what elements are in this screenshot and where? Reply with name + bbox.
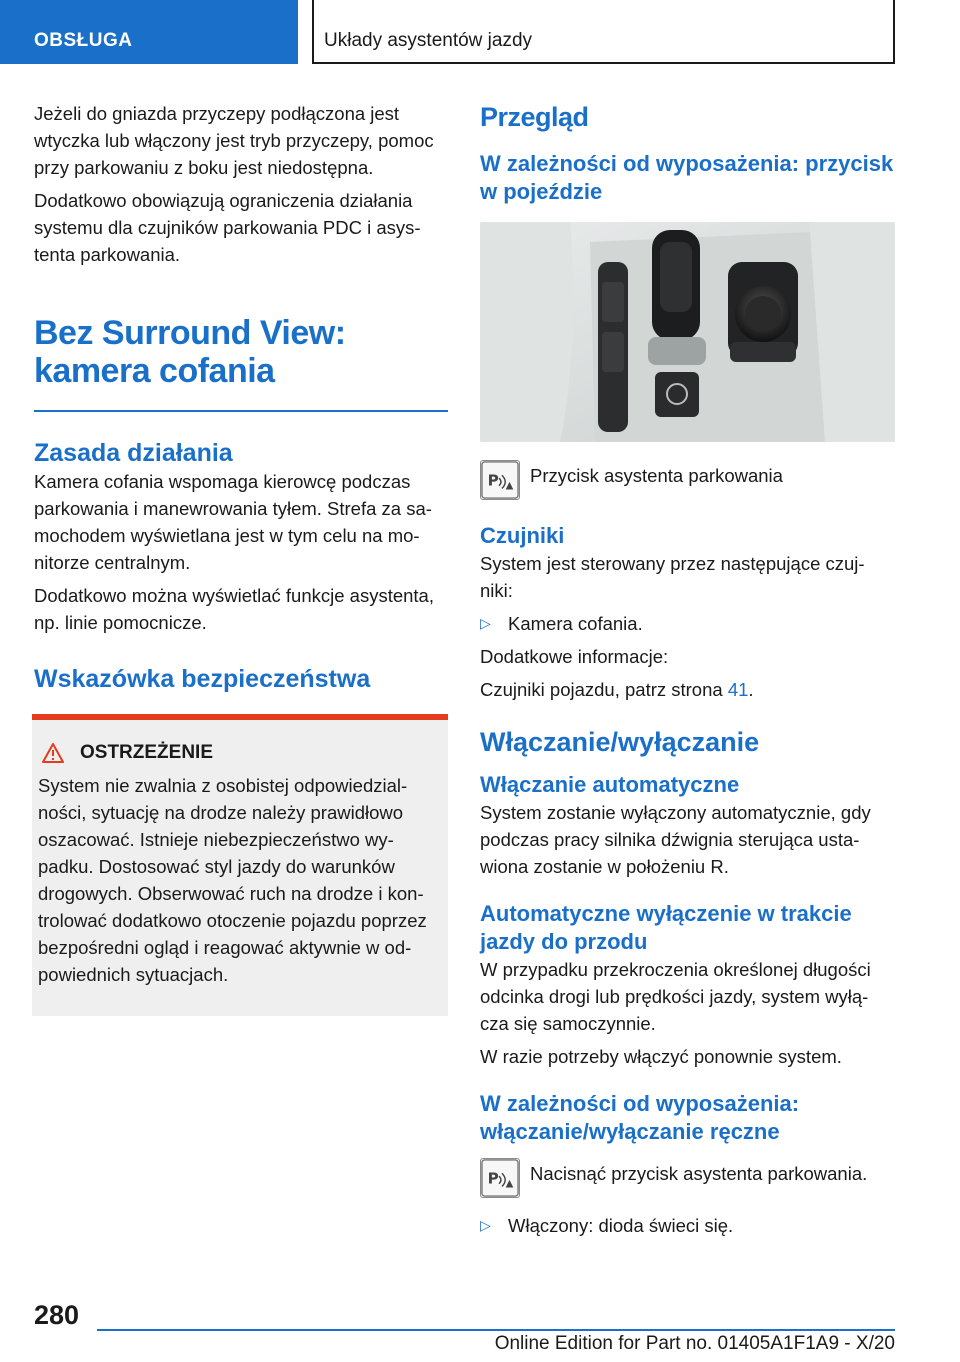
heading-manual: W zależności od wyposażenia: włączanie/wyłączanie ręczne — [480, 1091, 800, 1144]
paragraph-auto-off: W przypadku przekroczenia określonej długości odcinka drogi lub prędkości jazdy, system wyłą‐cza się samoczynnie. — [480, 959, 871, 1034]
footer-edition: Online Edition for Part no. 01405A1F1A9 - X/20 — [494, 1333, 895, 1354]
paragraph-restart: W razie potrzeby włączyć ponownie system. — [480, 1046, 842, 1067]
heading-overview: Przegląd — [480, 102, 589, 132]
ref-page-link[interactable]: 41 — [727, 679, 749, 700]
paragraph-sensors: System jest sterowany przez następujące czuj‐niki: — [480, 553, 865, 601]
list-item-on — [480, 1212, 895, 1245]
paragraph-principle: Kamera cofania wspomaga kierowcę podczas parkowania i manewrowania tyłem. Strefa za sa‐mochodem wyświetlana jest w tym celu na mo‐nitorze centralnym. — [34, 471, 432, 573]
header-section-tab — [0, 0, 298, 64]
heading-sensors: Czujniki — [480, 523, 565, 548]
warning-title: OSTRZEŻENIE — [80, 742, 214, 763]
manual-row — [480, 1158, 895, 1198]
center-console-image — [480, 222, 895, 442]
paragraph-manual: Nacisnąć przycisk asystenta parkowania. — [530, 1163, 868, 1184]
header-section-label: OBSŁUGA — [34, 30, 133, 51]
heading-button: W zależności od wyposażenia: przycisk w pojeździe — [480, 151, 894, 204]
list-item-camera — [480, 610, 895, 643]
more-info-label: Dodatkowe informacje: — [480, 646, 669, 667]
page-number: 280 — [34, 1300, 80, 1330]
heading-rear-camera: Bez Surround View: kamera cofania — [34, 314, 346, 390]
park-assist-icon — [480, 1158, 520, 1198]
warning-box — [32, 714, 448, 1016]
svg-text:P: P — [487, 471, 499, 490]
ref-end: . — [748, 679, 754, 700]
heading-principle: Zasada działania — [34, 439, 233, 467]
console-photo — [480, 222, 895, 442]
paragraph-assist-functions: Dodatkowo można wyświetlać funkcje asystenta, np. linie pomocnicze. — [34, 585, 434, 633]
button-caption-row — [480, 460, 895, 500]
heading-safety: Wskazówka bezpieczeństwa — [34, 665, 371, 693]
left-column — [34, 100, 448, 1016]
right-column — [480, 100, 895, 1245]
warning-text: System nie zwalnia z osobistej odpowiedzial‐ności, sytuację na drodze należy prawidłowo oszacować. Istnieje niebezpieczeństwo wy‐padku. Dostosować styl jazdy do warunków drogowych. Obserwować ruch na drodze i kon‐trolować dodatkowo otoczenie pojazdu poprzez bezpośredni ogląd i reagować aktywnie w od‐powiednich sytuacjach. — [38, 775, 427, 985]
heading-auto-off: Automatyczne wyłączenie w trakcie jazdy do przodu — [480, 901, 852, 954]
bullet-triangle-icon: ▷ — [480, 1217, 491, 1233]
sensor-item: Kamera cofania. — [508, 613, 643, 634]
park-assist-icon — [480, 460, 520, 500]
heading-auto-on: Włączanie automatyczne — [480, 772, 740, 797]
ref-text: Czujniki pojazdu, patrz strona — [480, 679, 728, 700]
bullet-triangle-icon: ▷ — [480, 615, 491, 631]
button-caption: Przycisk asystenta parkowania — [530, 465, 783, 486]
paragraph-auto-on: System zostanie wyłączony automatycznie, gdy podczas pracy silnika dźwignia sterująca usta‐wiona zostanie w położeniu R. — [480, 802, 871, 877]
footer-rule — [97, 1329, 895, 1331]
heading-on-off: Włączanie/wyłączanie — [480, 727, 760, 757]
svg-text:P: P — [487, 1169, 499, 1188]
paragraph-limitations: Dodatkowo obowiązują ograniczenia działania systemu dla czujników parkowania PDC i asys‐tenta parkowania. — [34, 190, 421, 265]
header-chapter-label: Układy asystentów jazdy — [324, 30, 533, 51]
sensor-reference — [480, 676, 895, 703]
paragraph-trailer: Jeżeli do gniazda przyczepy podłączona jest wtyczka lub włączony jest tryb przyczepy, pomoc przy parkowaniu z boku jest niedostępna. — [34, 103, 434, 178]
on-item: Włączony: dioda świeci się. — [508, 1215, 734, 1236]
warning-triangle-icon — [42, 743, 64, 763]
header-chapter-box — [312, 0, 895, 64]
